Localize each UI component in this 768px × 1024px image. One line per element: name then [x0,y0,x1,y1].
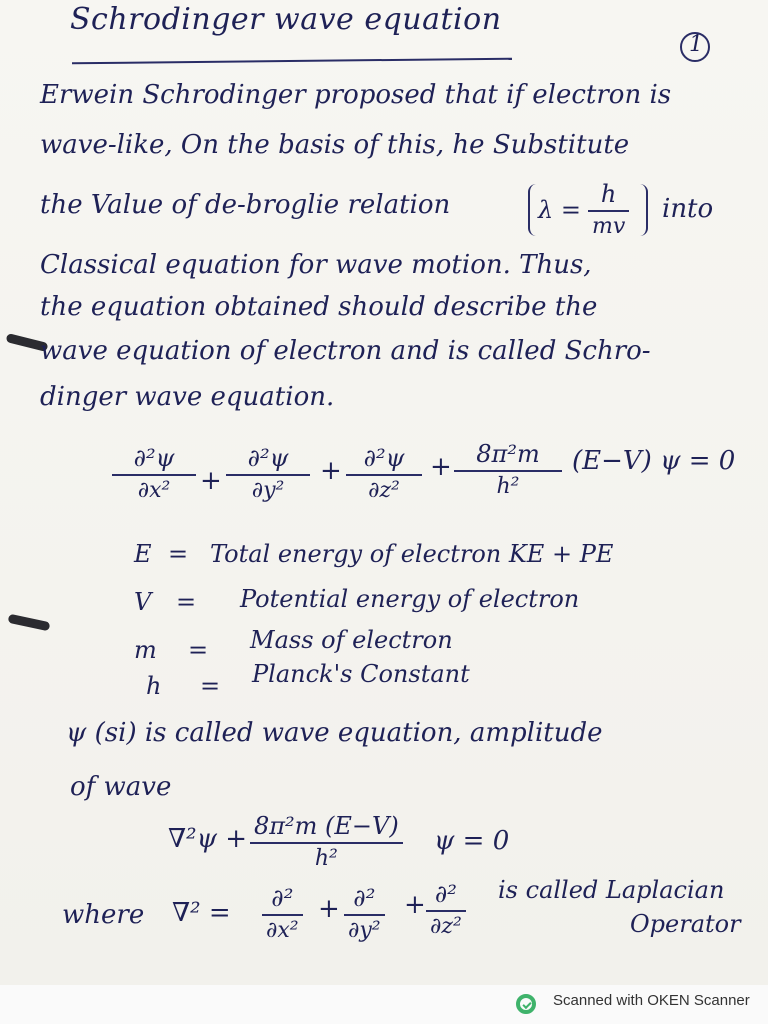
debroglie-den: mv [592,214,626,239]
eq1-term-x-num: ∂²ψ [133,444,175,472]
page-title: Schrodinger wave equation [70,2,502,37]
page-number: 1 [689,32,703,57]
psi-line-1: ψ (si) is called wave equation, amplitude [66,718,603,748]
paragraph-line-3-tail: into [662,194,714,224]
eq2-den: h² [314,846,338,871]
paragraph-line-2: wave-like, On the basis of this, he Substitute [40,130,630,160]
eq2-bar [250,842,403,844]
eq2-fraction [250,812,403,871]
definition-text-E: Total energy of electron KE + PE [210,540,614,568]
scanner-watermark-text: Scanned with OKEN Scanner [553,992,750,1009]
eq3-lhs: ∇² = [172,898,231,928]
paragraph-line-1: Erwein Schrodinger proposed that if electron is [40,80,672,110]
definition-equals-V: = [176,588,197,616]
eq1-term-y-num: ∂²ψ [247,444,289,472]
eq1-term-y [226,444,310,503]
eq1-term-z-num: ∂²ψ [363,444,405,472]
eq2-lhs: ∇²ψ + [168,824,248,854]
eq3-term-x [262,884,303,943]
paragraph-line-4: Classical equation for wave motion. Thus, [40,250,592,280]
eq1-term-z-den: ∂z² [368,478,400,503]
paragraph-line-6: wave equation of electron and is called Schro- [40,336,651,366]
definition-symbol-E: E [134,540,152,568]
eq3-term-x-num: ∂² [271,884,294,912]
definition-symbol-m: m [134,636,157,664]
eq1-term-energy-bar [454,470,562,472]
debroglie-bar [588,210,629,212]
paragraph-line-3: the Value of de-broglie relation [40,190,451,220]
definition-text-m: Mass of electron [250,626,453,654]
definition-symbol-V: V [134,588,152,616]
debroglie-fraction [588,180,629,239]
eq3-plus-1: + [318,894,340,924]
definition-equals-E: = [168,540,189,568]
eq1-term-y-bar [226,474,310,476]
eq3-term-z-den: ∂z² [430,914,462,939]
eq1-term-x-bar [112,474,196,476]
paragraph-line-7: dinger wave equation. [40,382,335,412]
definition-symbol-h: h [146,672,162,700]
eq3-plus-2: + [404,890,426,920]
definition-equals-h: = [200,672,221,700]
eq2-num: 8π²m (E−V) [254,812,399,840]
eq1-term-x [112,444,196,503]
eq3-term-x-den: ∂x² [266,918,299,943]
paragraph-line-5: the equation obtained should describe the [40,292,598,322]
eq3-tail-2: Operator [630,910,741,938]
psi-line-2: of wave [70,772,172,802]
eq1-term-z [346,444,422,503]
definition-text-V: Potential energy of electron [240,585,580,613]
eq1-term-energy [454,440,562,499]
debroglie-num: h [600,180,617,208]
eq1-plus-1: + [200,466,222,496]
eq3-term-y-bar [344,914,385,916]
eq2-tail: ψ = 0 [434,826,510,856]
debroglie-lhs: λ = [538,196,581,224]
eq1-term-x-den: ∂x² [137,478,171,503]
eq1-term-y-den: ∂y² [251,478,285,503]
oken-scanner-logo-icon [516,994,536,1014]
definition-equals-m: = [188,636,209,664]
eq1-tail: (E−V) ψ = 0 [572,446,736,476]
eq1-term-energy-den: h² [496,474,520,499]
eq3-where: where [62,900,145,930]
eq3-term-z [426,880,466,939]
definition-text-h: Planck's Constant [252,660,470,688]
eq3-term-y [344,884,385,943]
eq1-term-z-bar [346,474,422,476]
eq3-term-x-bar [262,914,303,916]
eq1-plus-3: + [430,452,452,482]
eq1-plus-2: + [320,456,342,486]
eq3-tail-1: is called Laplacian [498,876,725,904]
eq3-term-y-num: ∂² [353,884,376,912]
eq3-term-z-bar [426,910,466,912]
eq3-term-y-den: ∂y² [348,918,381,943]
eq1-term-energy-num: 8π²m [476,440,540,468]
eq3-term-z-num: ∂² [434,880,457,908]
